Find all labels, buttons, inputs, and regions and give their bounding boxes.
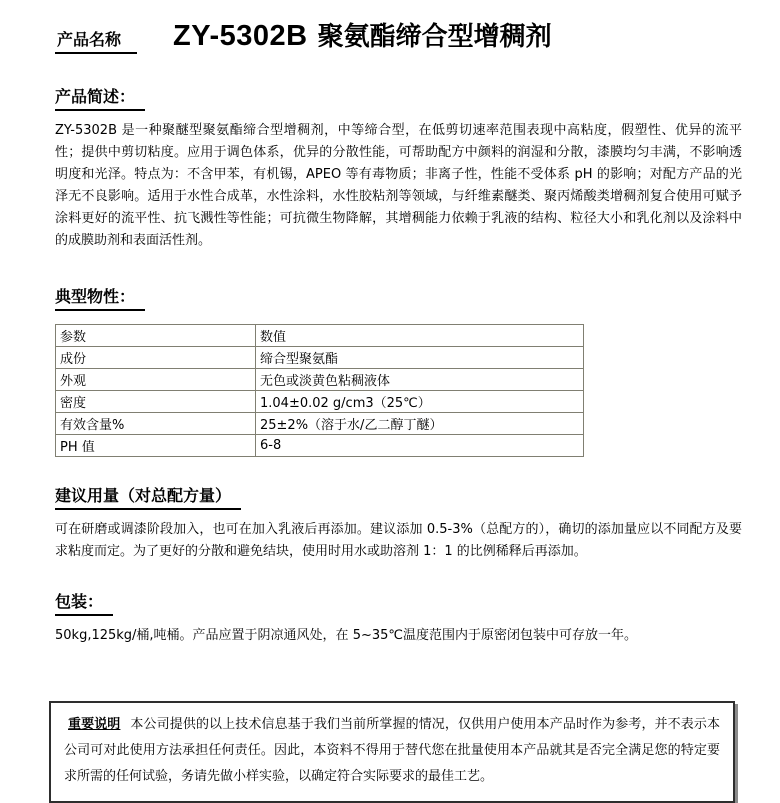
table-row xyxy=(56,391,584,413)
dosage-paragraph: 可在研磨或调漆阶段加入，也可在加入乳液后再添加。建议添加 0.5-3%（总配方的），确切的添加量应以不同配方及要求粘度而定。为了更好的分散和避免结块，使用时用水或助溶剂 1：1 的比例稀释后再添加。 xyxy=(55,522,742,559)
overview-heading: 产品简述： xyxy=(55,84,145,111)
notice-text: 本公司提供的以上技术信息基于我们当前所掌握的情况，仅供用户使用本产品时作为参考，并不表示本公司可对此使用方法承担任何责任。因此，本资料不得用于替代您在批量使用本产品就其是否完全满足您的特定要求所需的任何试验，务请先做小样实验，以确定符合实际要求的最佳工艺。 xyxy=(64,717,720,784)
table-row xyxy=(56,347,584,369)
document-title xyxy=(55,16,742,54)
product-title-name: 聚氨酯缔合型增稠剂 xyxy=(317,22,552,52)
column-header-value: 数值 xyxy=(256,325,584,347)
table-row xyxy=(56,413,584,435)
section-overview xyxy=(55,84,742,252)
section-properties xyxy=(55,284,742,457)
row-label: 外观 xyxy=(56,369,256,391)
overview-paragraph: ZY-5302B 是一种聚醚型聚氨酯缔合型增稠剂，中等缔合型，在低剪切速率范围表现中高粘度，假塑性、优异的流平性；提供中剪切粘度。应用于调色体系，优异的分散性能，可帮助配方中颜料的润湿和分散，漆膜均匀丰满，不影响透明度和光泽。特点为：不含甲苯，有机锡，APEO 等有毒物质；非离子性，性能不受体系 pH 的影响；对配方产品的光泽无不良影响。适用于水性合成革，水性涂料，水性胶粘剂等领域，与纤维素醚类、聚丙烯酸类增稠剂复合使用可赋予涂料更好的流平性、抗飞溅性等性能；可抗微生物降解，其增稠能力依赖于乳液的结构、粒径大小和乳化剂以及涂料中的成膜助剂和表面活性剂。 xyxy=(55,123,742,248)
dosage-heading: 建议用量（对总配方量） xyxy=(55,483,241,510)
important-notice-box xyxy=(49,701,735,803)
row-label: 有效含量% xyxy=(56,413,256,435)
row-value: 6-8 xyxy=(256,435,584,457)
row-value: 缔合型聚氨酯 xyxy=(256,347,584,369)
packaging-heading: 包装： xyxy=(55,589,113,616)
section-dosage xyxy=(55,483,742,563)
section-packaging xyxy=(55,589,742,647)
row-label: 密度 xyxy=(56,391,256,413)
table-row xyxy=(56,369,584,391)
row-value: 无色或淡黄色粘稠液体 xyxy=(256,369,584,391)
packaging-paragraph: 50kg,125kg/桶,吨桶。产品应置于阴凉通风处，在 5~35℃温度范围内于原密闭包装中可存放一年。 xyxy=(55,628,637,643)
row-label: PH 值 xyxy=(56,435,256,457)
row-label: 成份 xyxy=(56,347,256,369)
row-value: 25±2%（溶于水/乙二醇丁醚） xyxy=(256,413,584,435)
properties-table xyxy=(55,324,584,457)
column-header-parameter: 参数 xyxy=(56,325,256,347)
table-row xyxy=(56,435,584,457)
row-value: 1.04±0.02 g/cm3（25℃） xyxy=(256,391,584,413)
properties-heading: 典型物性： xyxy=(55,284,145,311)
product-code: ZY-5302B xyxy=(173,20,308,52)
table-header-row xyxy=(56,325,584,347)
notice-label: 重要说明 xyxy=(68,717,121,732)
product-name-label: 产品名称 xyxy=(55,27,137,54)
